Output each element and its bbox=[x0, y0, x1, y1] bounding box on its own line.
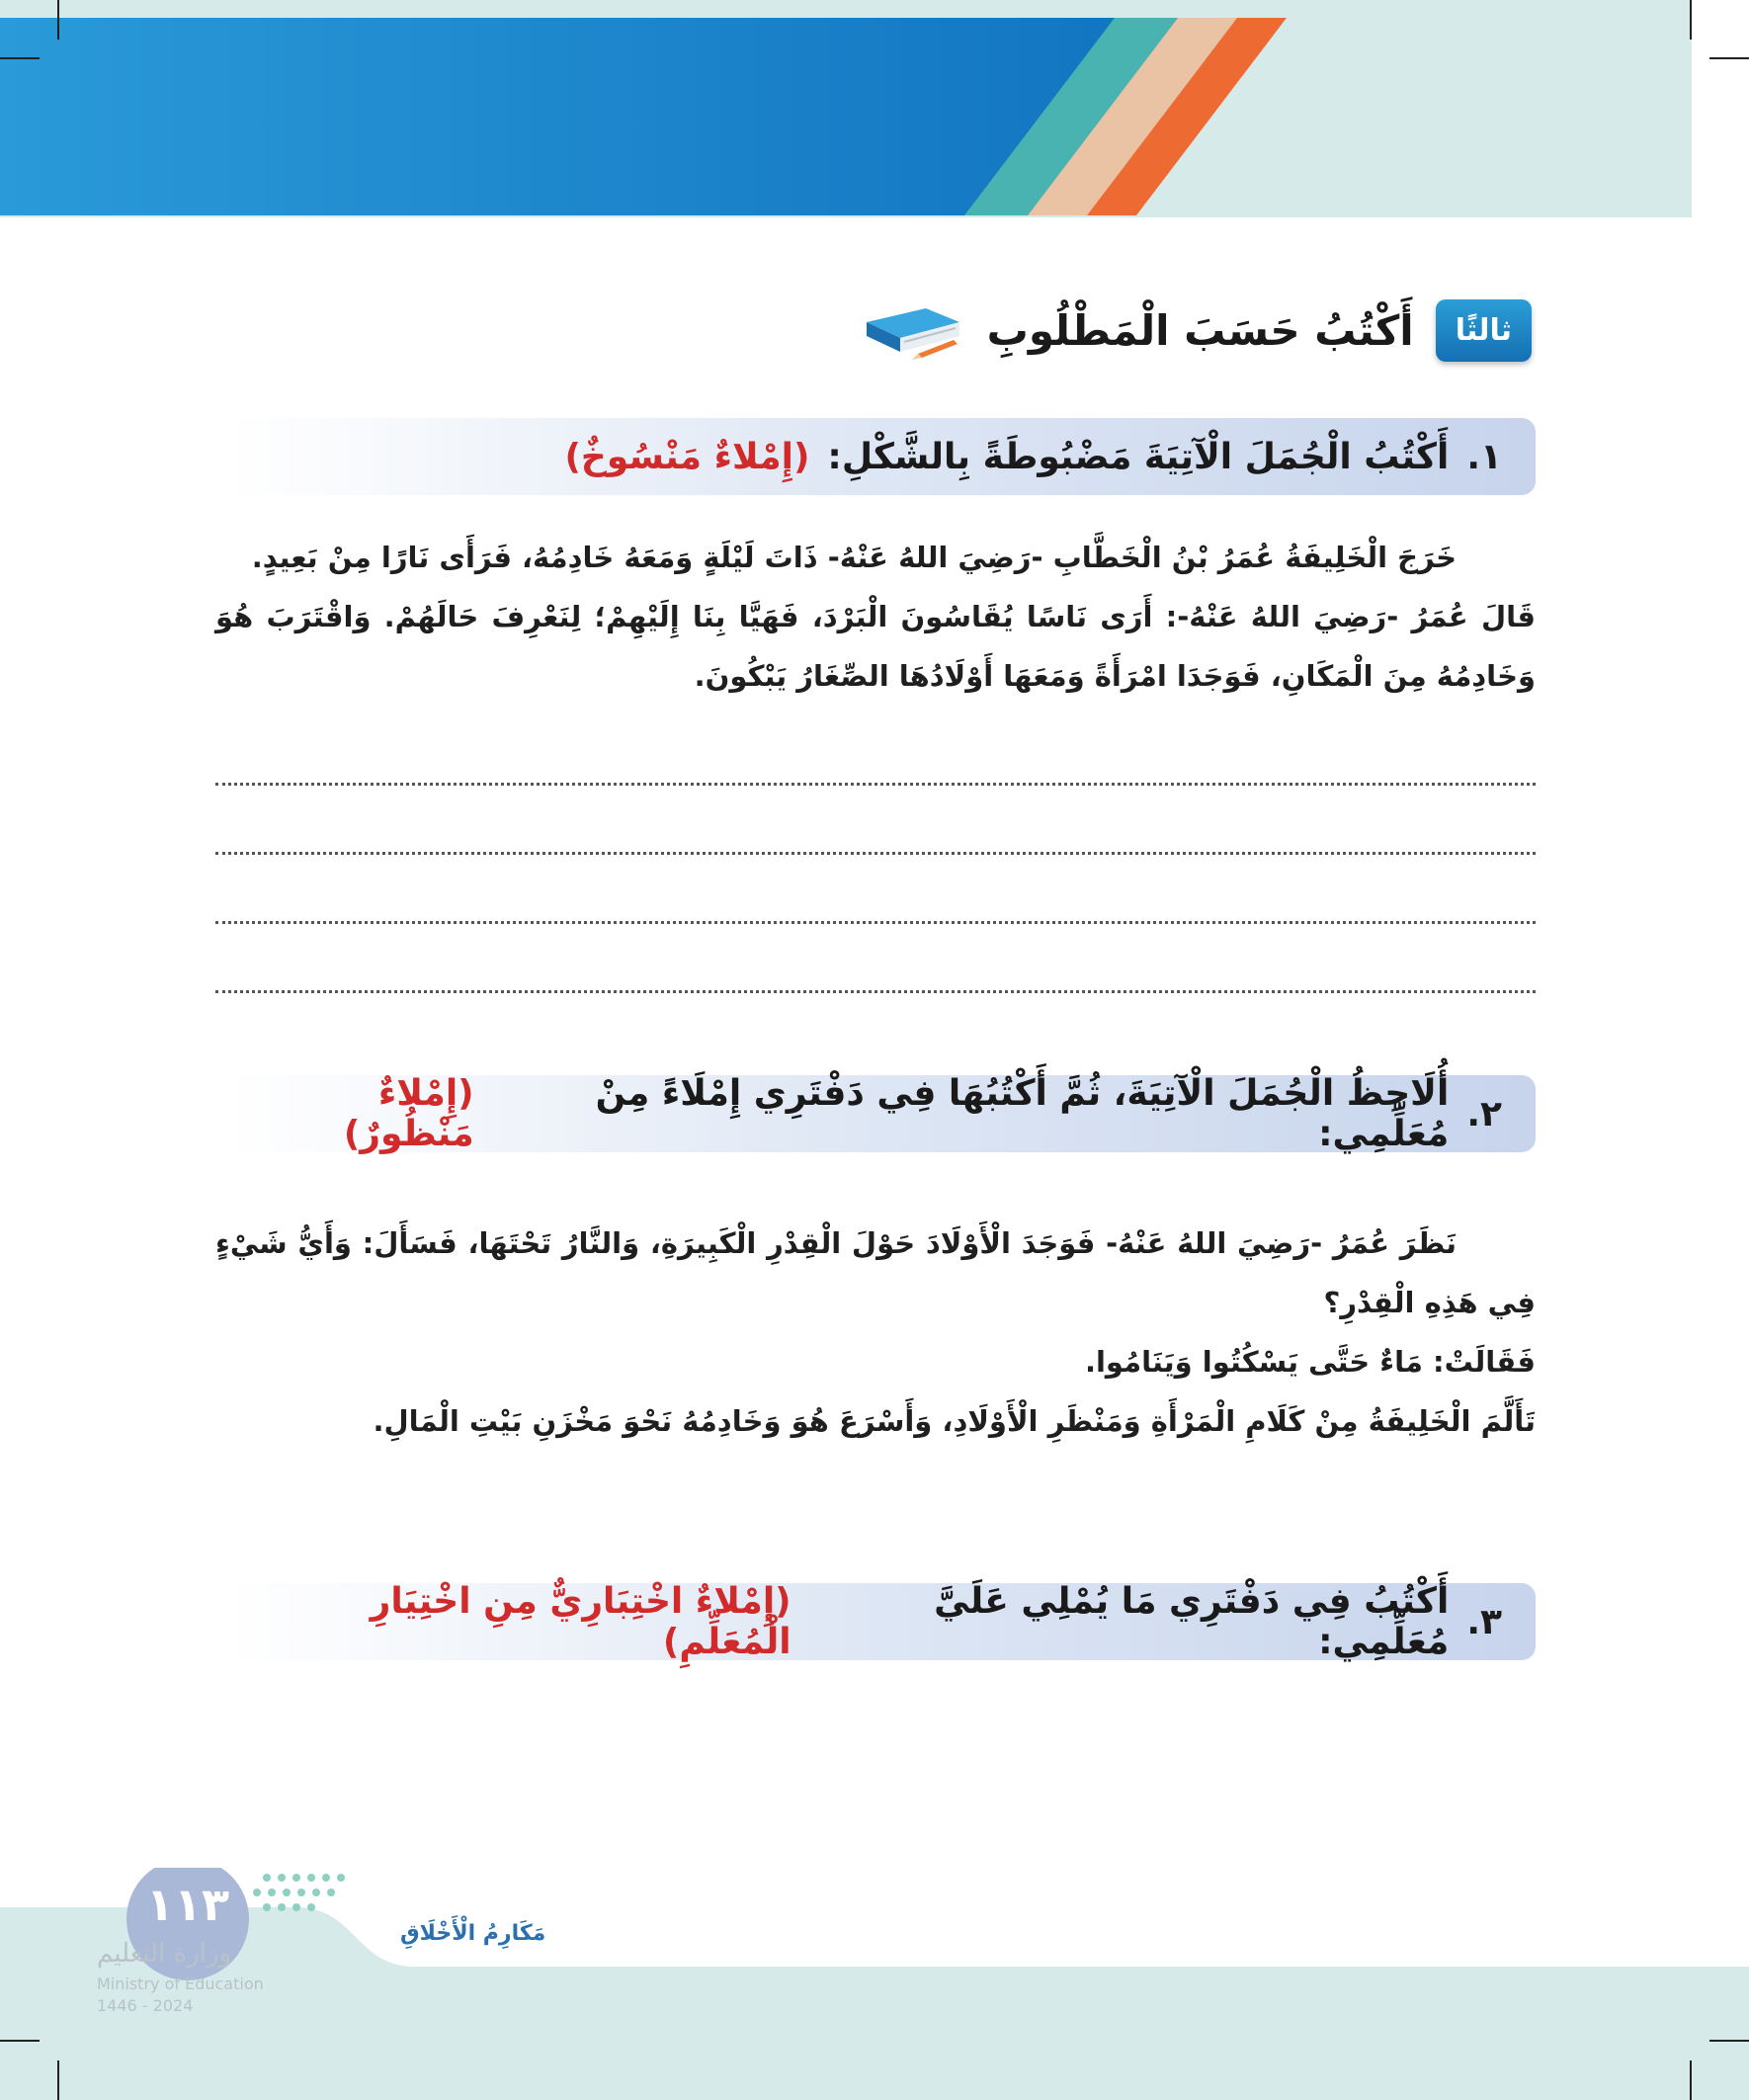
book-title: مَكَارِمُ الْأَخْلَاقِ bbox=[400, 1921, 546, 1946]
passage-2 bbox=[215, 1214, 1536, 1451]
writing-line[interactable] bbox=[215, 783, 1536, 786]
question-3-box bbox=[225, 1583, 1536, 1660]
dictation-type-tag: (إِمْلاءٌ مَنْظُورٌ) bbox=[343, 1073, 474, 1154]
writing-line[interactable] bbox=[215, 852, 1536, 855]
question-number: ٢. bbox=[1466, 1093, 1502, 1134]
section-title: أَكْتُبُ حَسَبَ الْمَطْلُوبِ bbox=[986, 305, 1414, 355]
passage-line: خَرَجَ الْخَلِيفَةُ عُمَرُ بْنُ الْخَطَّابِ -رَضِيَ اللهُ عَنْهُ- ذَاتَ لَيْلَةٍ وَمَعَهُ خَادِمُهُ، فَرَأَى نَارًا مِنْ بَعِيدٍ. bbox=[251, 541, 1457, 574]
dictation-type-tag: (إِمْلاءٌ اخْتِبَارِيٌّ مِنِ اخْتِيَارِ الْمُعَلِّمِ) bbox=[370, 1581, 791, 1662]
writing-line[interactable] bbox=[215, 921, 1536, 924]
passage-1 bbox=[215, 528, 1536, 706]
question-text: أَكْتُبُ الْجُمَلَ الْآتِيَةَ مَضْبُوطَةً بِالشَّكْلِ: bbox=[827, 436, 1450, 477]
page-number: ١١٣ bbox=[145, 1878, 230, 1931]
question-number: ٣. bbox=[1466, 1601, 1502, 1642]
header-banner bbox=[0, 0, 1749, 217]
edition-year: 2024 - 1446 bbox=[97, 1996, 194, 2015]
passage-line: قَالَ عُمَرُ -رَضِيَ اللهُ عَنْهُ-: أَرَى نَاسًا يُقَاسُونَ الْبَرْدَ، فَهَيَّا بِنَا إِلَيْهِمْ؛ لِنَعْرِفَ حَالَهُمْ. وَاقْتَرَبَ هُوَ وَخَادِمُهُ مِنَ الْمَكَانِ، فَوَجَدَا امْرَأَةً وَمَعَهَا أَوْلَادُهَا الصِّغَارُ يَبْكُونَ. bbox=[215, 600, 1536, 693]
book-pencil-icon bbox=[857, 300, 965, 360]
question-text: أُلَاحِظُ الْجُمَلَ الْآتِيَةَ، ثُمَّ أَكْتُبُهَا فِي دَفْتَرِي إِمْلَاءً مِنْ مُعَلِّمِي: bbox=[595, 1073, 1450, 1154]
writing-line[interactable] bbox=[215, 990, 1536, 993]
passage-line: تَأَلَّمَ الْخَلِيفَةُ مِنْ كَلَامِ الْمَرْأَةِ وَمَنْظَرِ الْأَوْلَادِ، وَأَسْرَعَ هُوَ وَخَادِمُهُ نَحْوَ مَخْزَنِ بَيْتِ الْمَالِ. bbox=[373, 1404, 1536, 1438]
passage-line: نَظَرَ عُمَرُ -رَضِيَ اللهُ عَنْهُ- فَوَجَدَ الْأَوْلَادَ حَوْلَ الْقِدْرِ الْكَبِيرَةِ، وَالنَّارُ تَحْتَهَا، فَسَأَلَ: وَأَيُّ شَيْءٍ فِي هَذِهِ الْقِدْرِ؟ bbox=[215, 1226, 1536, 1319]
question-2-box bbox=[225, 1075, 1536, 1152]
passage-line: فَقَالَتْ: مَاءٌ حَتَّى يَسْكُتُوا وَيَنَامُوا. bbox=[1084, 1345, 1536, 1379]
question-text: أَكْتُبُ فِي دَفْتَرِي مَا يُمْلِي عَلَيَّ مُعَلِّمِي: bbox=[934, 1581, 1450, 1662]
question-number: ١. bbox=[1466, 436, 1502, 477]
section-badge: ثالثًا bbox=[1436, 299, 1532, 362]
section-header bbox=[857, 285, 1532, 376]
dictation-type-tag: (إِمْلاءٌ مَنْسُوخٌ) bbox=[564, 436, 810, 477]
ministry-name-ar: وزارة التعليم bbox=[97, 1939, 232, 1969]
ministry-name-en: Ministry of Education bbox=[97, 1974, 264, 1993]
question-1-box bbox=[225, 418, 1536, 495]
